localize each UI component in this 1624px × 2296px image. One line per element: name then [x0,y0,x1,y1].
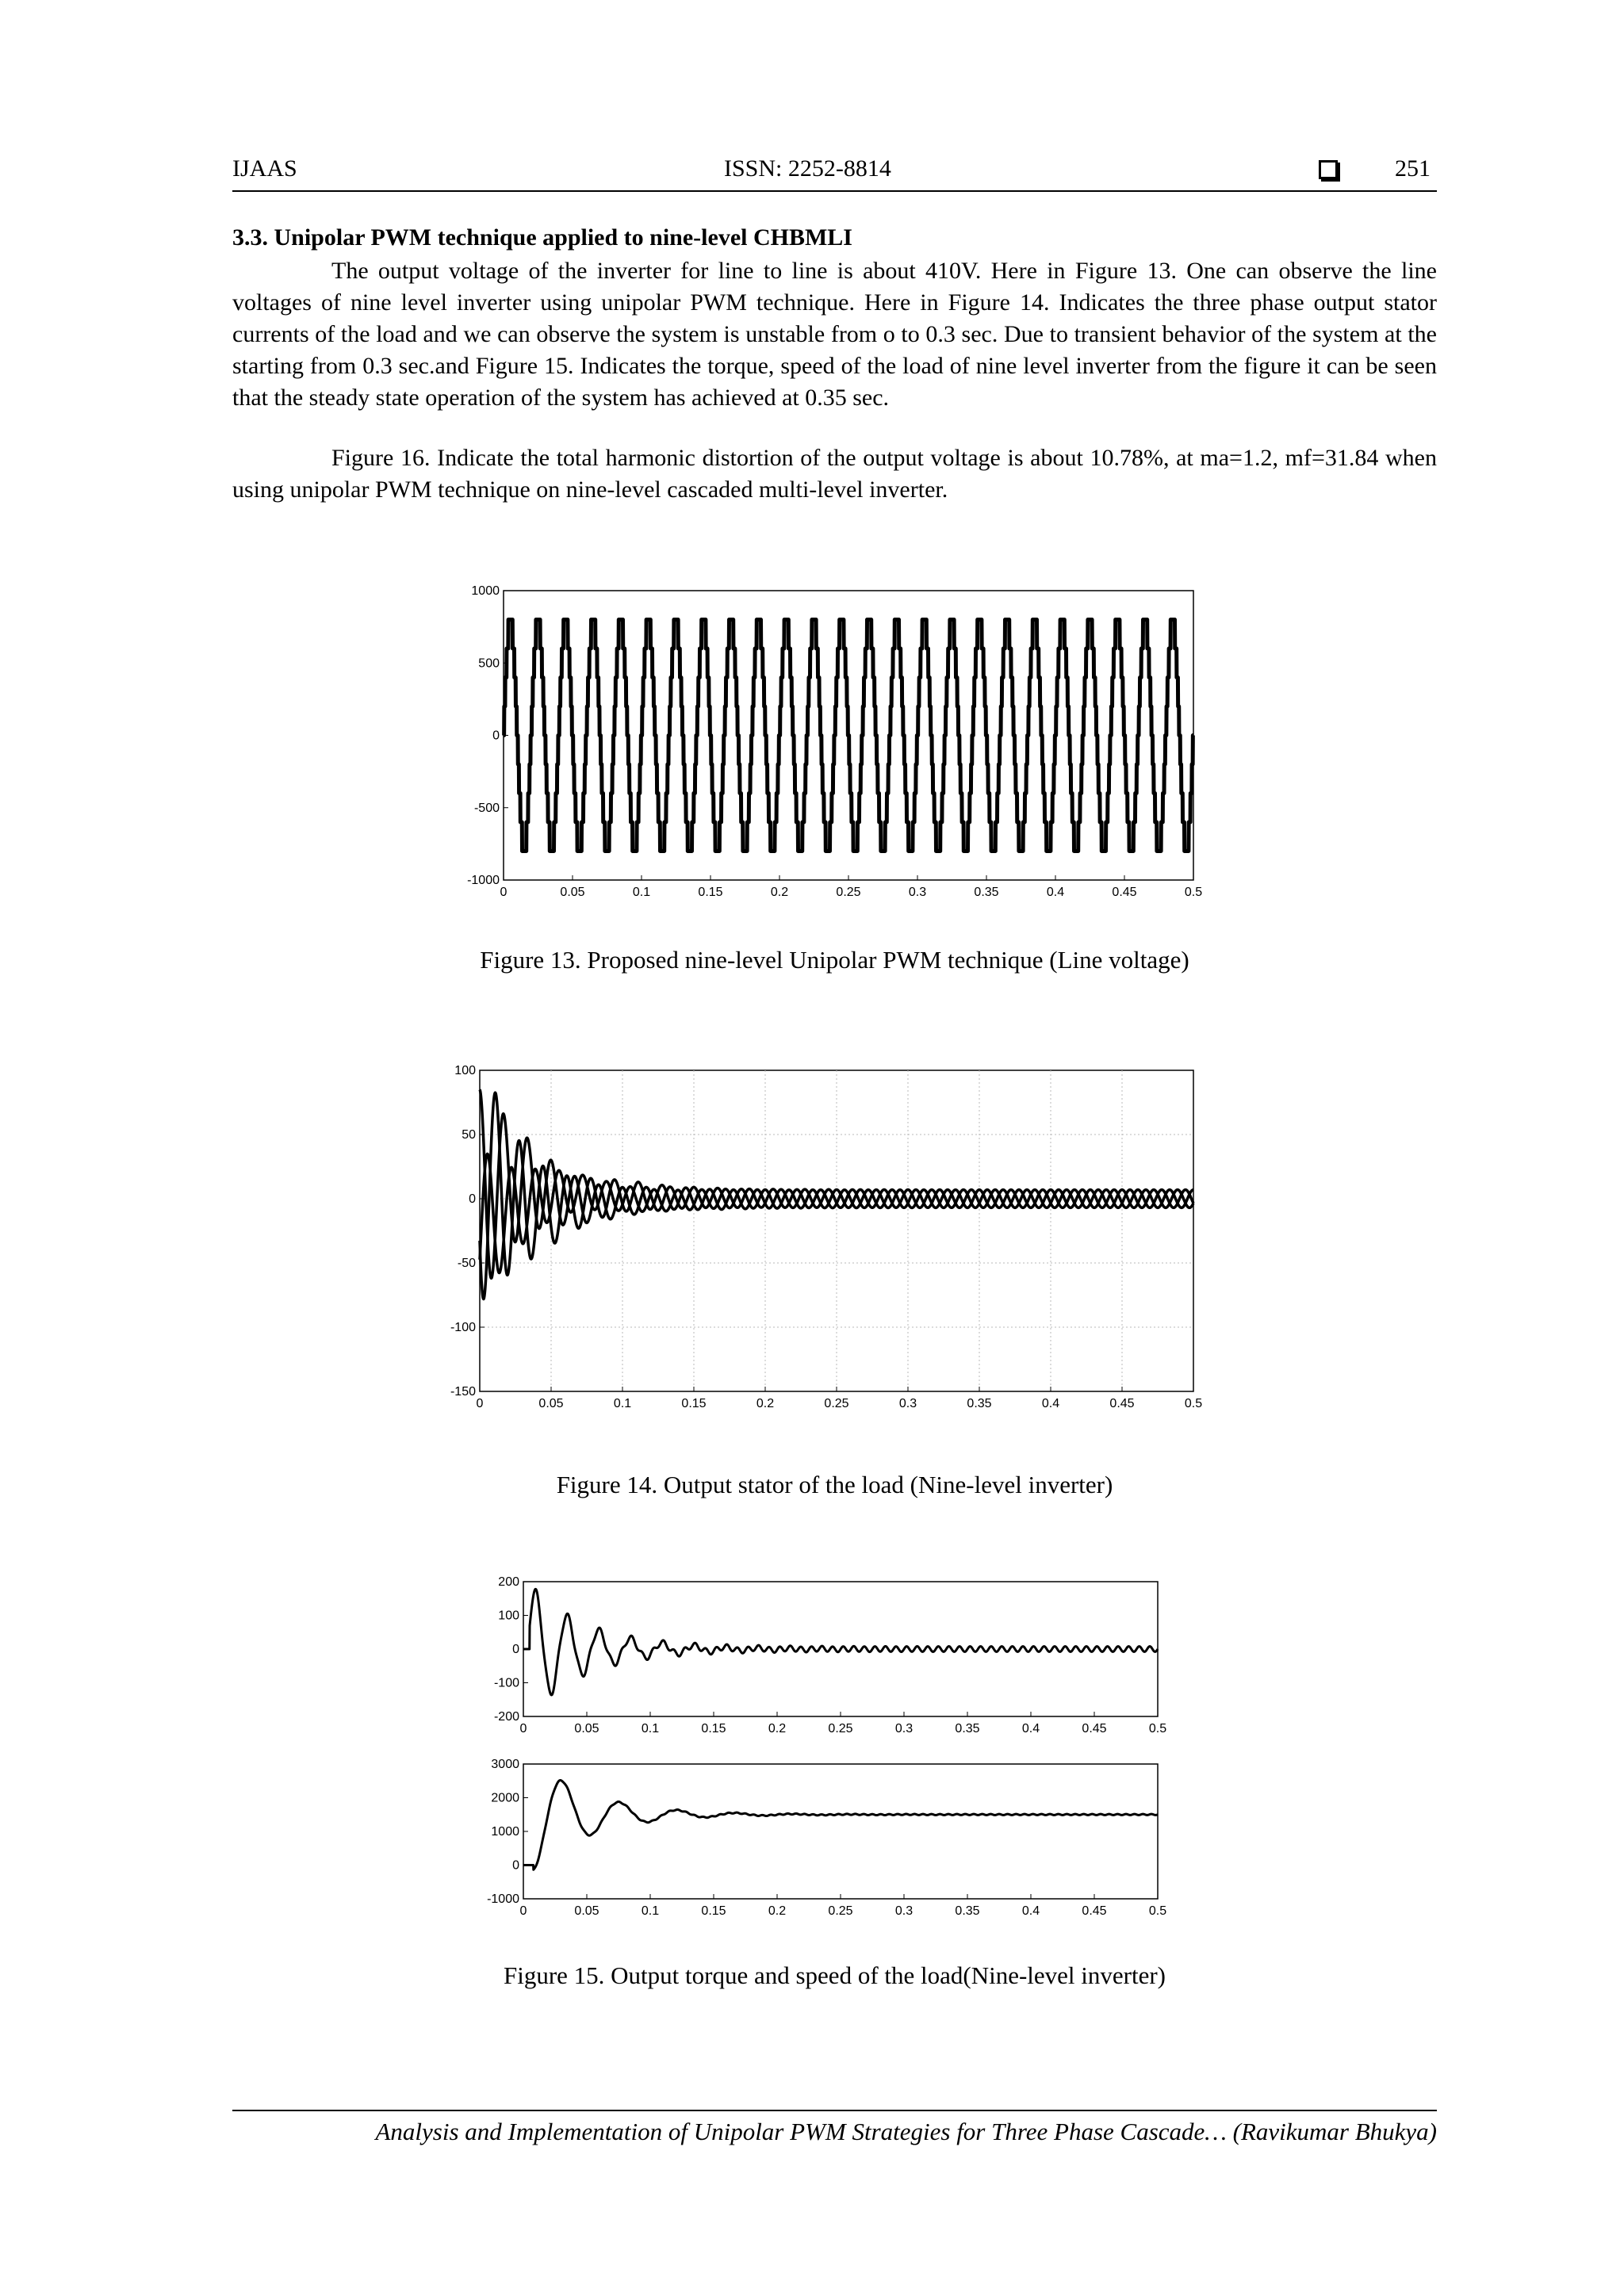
x-tick-label: 0.45 [1109,1397,1135,1410]
x-tick-label: 0.2 [770,886,789,899]
y-tick-label: -500 [473,801,500,815]
x-tick-label: 0.5 [1184,886,1203,899]
x-tick-label: 0.25 [828,1722,853,1735]
x-tick-label: 0.35 [974,886,999,899]
y-tick-label: -200 [493,1710,519,1724]
x-tick-label: 0.2 [756,1397,775,1410]
line-voltage-chart [444,579,1205,904]
x-tick-label: 0.05 [538,1397,564,1410]
x-tick-label: 0.45 [1082,1904,1107,1918]
x-tick-label: 0 [476,1397,484,1410]
y-tick-label: 200 [498,1575,519,1589]
plot-frame [523,1764,1158,1899]
x-tick-label: 0.1 [641,1722,660,1735]
x-tick-label: 0.35 [955,1722,980,1735]
x-tick-label: 0.05 [574,1904,599,1918]
x-tick-label: 0.3 [898,1397,917,1410]
x-tick-label: 0.25 [824,1397,849,1410]
x-tick-label: 0.15 [701,1722,726,1735]
y-tick-label: -100 [493,1676,519,1690]
torque-speed-chart [476,1575,1189,1927]
x-tick-label: 0.5 [1184,1397,1203,1410]
x-tick-label: 0.3 [894,1722,914,1735]
x-tick-label: 0.4 [1021,1904,1040,1918]
y-tick-label: 0 [492,729,500,743]
y-tick-label: 3000 [491,1758,519,1771]
torque-series [523,1589,1158,1695]
page-header [232,155,1437,192]
y-tick-label: 500 [478,656,500,671]
x-tick-label: 0.4 [1021,1722,1040,1735]
x-tick-label: 0.2 [768,1722,787,1735]
journal-name: IJAAS [232,155,297,182]
issn: ISSN: 2252-8814 [724,155,891,182]
x-tick-label: 0.2 [768,1904,787,1918]
speed-subplot [487,1758,1166,1918]
y-tick-label: 1000 [491,1825,519,1839]
figure-13 [444,579,1205,904]
y-tick-label: 100 [454,1064,476,1077]
y-tick-label: 50 [462,1128,476,1142]
figure-15 [476,1575,1189,1927]
x-tick-label: 0.5 [1148,1904,1167,1918]
section-title: 3.3. Unipolar PWM technique applied to nine-level CHBMLI [232,224,852,251]
torque-subplot [494,1575,1166,1735]
y-tick-label: 0 [512,1643,519,1656]
page-footer: Analysis and Implementation of Unipolar PWM Strategies for Three Phase Cascade… (Ravikumar Bhukya) [232,2110,1437,2146]
x-tick-label: 0.05 [560,886,585,899]
figure-13-caption: Figure 13. Proposed nine-level Unipolar PWM technique (Line voltage) [480,946,1189,974]
x-tick-label: 0.5 [1148,1722,1167,1735]
figure-14 [444,1062,1229,1427]
x-tick-label: 0 [519,1904,527,1918]
x-tick-label: 0.45 [1112,886,1137,899]
x-tick-label: 0 [519,1722,527,1735]
y-tick-label: 2000 [491,1791,519,1805]
y-tick-label: -100 [450,1321,476,1334]
x-tick-label: 0.15 [698,886,723,899]
body-paragraph: Figure 16. Indicate the total harmonic distortion of the output voltage is about 10.78%, at ma=1.2, mf=31.84 when using unipolar PWM technique on nine-level cascaded multi-level inverter. [232,445,1437,503]
x-tick-label: 0.35 [955,1904,980,1918]
body-paragraph: The output voltage of the inverter for line to line is about 410V. Here in Figure 13. One can observe the line voltages of nine level inverter using unipolar PWM technique. Here in Figure 14. Indicates the three phase output stator currents of the load and we can observe the system is unstable from o to 0.3 sec. Due to transient behavior of the system at the starting from 0.3 sec.and Figure 15. Indicates the torque, speed of the load of nine level inverter from the figure it can be seen that the steady state operation of the system has achieved at 0.35 sec. [232,258,1437,411]
line-voltage-series [504,620,1193,851]
y-tick-label: 0 [469,1192,476,1206]
x-tick-label: 0.25 [836,886,861,899]
x-tick-label: 0.1 [632,886,651,899]
y-tick-label: -1000 [487,1892,519,1906]
page-number: 251 [1395,155,1431,182]
figure-14-caption: Figure 14. Output stator of the load (Nine-level inverter) [556,1471,1113,1498]
x-tick-label: 0.45 [1082,1722,1107,1735]
x-tick-label: 0.15 [701,1904,726,1918]
x-tick-label: 0.3 [894,1904,914,1918]
x-tick-label: 0.05 [574,1722,599,1735]
x-tick-label: 0.15 [681,1397,707,1410]
x-tick-label: 0 [500,886,508,899]
y-tick-label: -50 [457,1257,476,1270]
y-tick-label: 100 [498,1609,519,1623]
x-tick-label: 0.1 [613,1397,632,1410]
y-tick-label: -1000 [467,874,500,887]
x-tick-label: 0.1 [641,1904,660,1918]
stator-current-chart [444,1062,1229,1427]
y-tick-label: 0 [512,1858,519,1873]
x-tick-label: 0.25 [828,1904,853,1918]
y-tick-label: -150 [450,1385,476,1399]
box-icon [1319,160,1338,179]
y-tick-label: 1000 [471,584,500,598]
x-tick-label: 0.3 [908,886,927,899]
figure-15-caption: Figure 15. Output torque and speed of the load(Nine-level inverter) [503,1961,1166,1989]
x-tick-label: 0.4 [1041,1397,1060,1410]
x-tick-label: 0.35 [967,1397,992,1410]
x-tick-label: 0.4 [1046,886,1065,899]
speed-series [523,1781,1158,1870]
